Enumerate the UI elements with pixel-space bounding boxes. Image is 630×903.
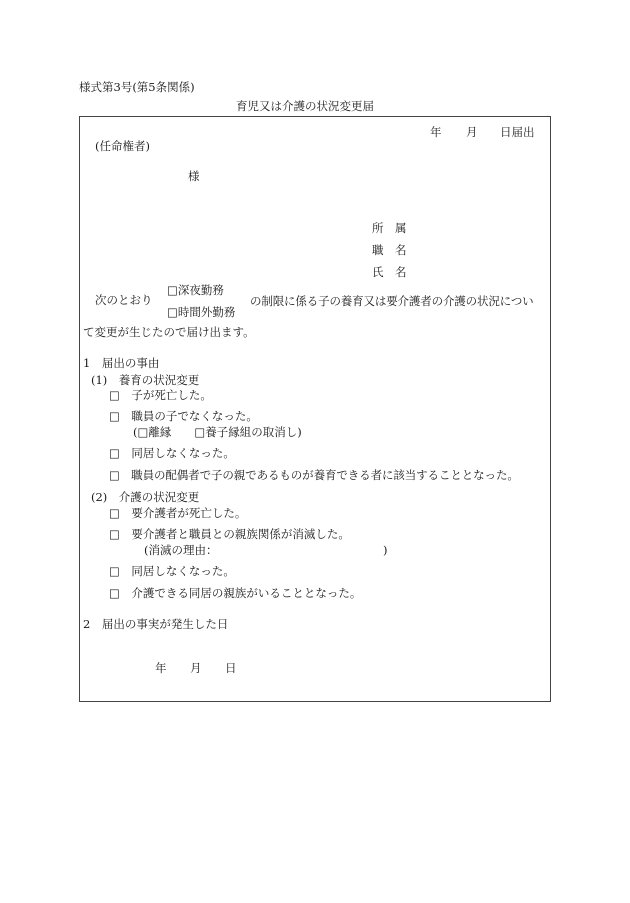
form-title: 育児又は介護の状況変更届 (236, 99, 374, 113)
occurrence-month: 月 (190, 661, 202, 675)
child-item-died[interactable]: □ 子が死亡した。 (109, 388, 212, 402)
care-item-died[interactable]: □ 要介護者が死亡した。 (109, 506, 247, 520)
section1-heading: 1 届出の事由 (83, 356, 160, 370)
child-item-reason[interactable]: (□離縁 □養子縁組の取消し) (133, 425, 302, 439)
date-day-filed: 日届出 (500, 125, 535, 139)
date-year: 年 (430, 125, 442, 139)
occurrence-year: 年 (155, 661, 167, 675)
date-month: 月 (466, 125, 478, 139)
position-label: 職 名 (372, 243, 407, 257)
care-item-not-cohabiting[interactable]: □ 同居しなくなった。 (109, 564, 235, 578)
child-item-not-child[interactable]: □ 職員の子でなくなった。 (109, 409, 258, 423)
occurrence-day: 日 (225, 661, 237, 675)
child-item-not-cohabiting[interactable]: □ 同居しなくなった。 (109, 446, 235, 460)
care-reason-open: (消滅の理由： (144, 543, 218, 557)
form-number: 様式第3号(第5条関係) (79, 80, 195, 94)
checkbox-overtime-work[interactable]: □時間外勤務 (167, 305, 236, 319)
sama-label: 様 (188, 169, 200, 183)
checkbox-night-work[interactable]: □深夜勤務 (167, 283, 224, 297)
child-item-spouse[interactable]: □ 職員の配偶者で子の親であるものが養育できる者に該当することとなった。 (109, 468, 519, 482)
name-label: 氏 名 (372, 265, 407, 279)
child-heading: (1) 養育の状況変更 (91, 373, 200, 387)
care-item-relation-ended[interactable]: □ 要介護者と職員との親族関係が消滅した。 (109, 527, 350, 541)
affiliation-label: 所 属 (372, 221, 407, 235)
care-item-relative-available[interactable]: □ 介護できる同居の親族がいることとなった。 (109, 586, 362, 600)
section2-heading: 2 届出の事実が発生した日 (83, 617, 229, 631)
care-reason-close: ) (383, 543, 388, 557)
appointer-label: (任命権者) (95, 139, 150, 153)
intro-lead: 次のとおり (95, 293, 153, 307)
intro-line2: て変更が生じたので届け出ます。 (83, 325, 255, 339)
intro-tail: の制限に係る子の養育又は要介護者の介護の状況につい (250, 294, 534, 308)
care-heading: (2) 介護の状況変更 (91, 490, 200, 504)
